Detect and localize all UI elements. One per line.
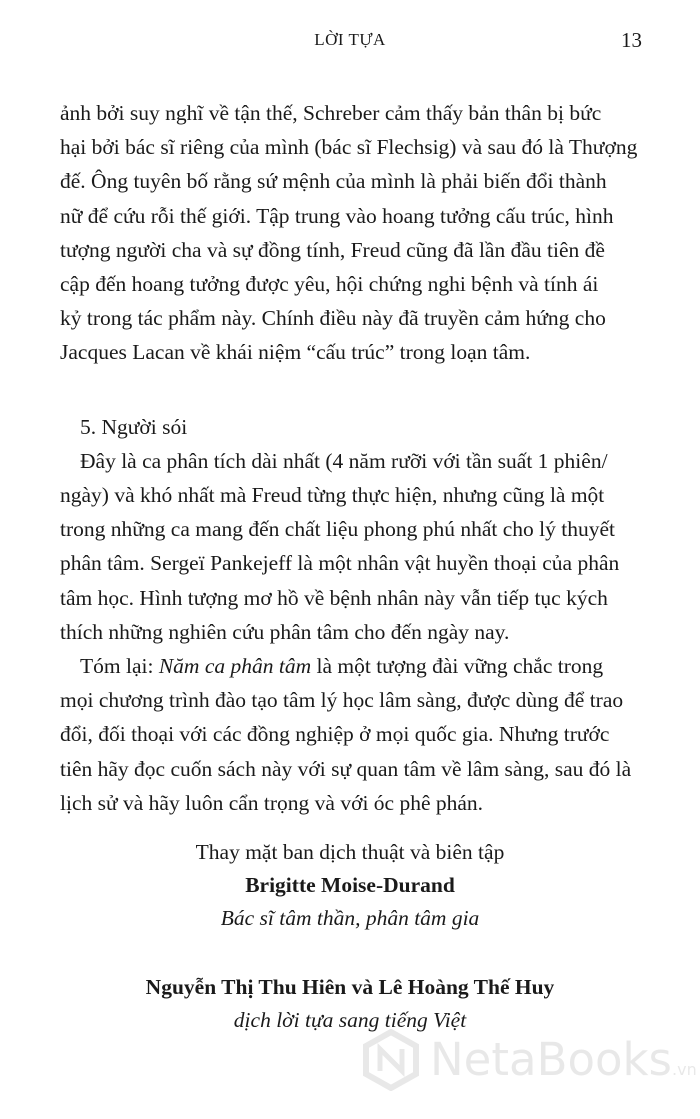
translator-names: Nguyễn Thị Thu Hiên và Lê Hoàng Thế Huy: [145, 975, 555, 999]
text-line: [60, 649, 650, 683]
section-wolfman: [60, 410, 650, 649]
text-line: đổi, đối thoại với các đồng nghiệp ở mọi quốc gia. Nhưng trước: [60, 722, 610, 747]
signature-block: [0, 836, 700, 1037]
on-behalf-line: Thay mặt ban dịch thuật và biên tập: [195, 840, 505, 864]
signatory-name: Brigitte Moise-Durand: [245, 873, 455, 897]
paragraph-summary: [60, 649, 650, 820]
text-line: cập đến hoang tưởng được yêu, hội chứng nghi bệnh và tính ái: [60, 272, 599, 297]
text-line: tâm học. Hình tượng mơ hồ về bệnh nhân này vẫn tiếp tục kých: [60, 585, 608, 610]
text-line: Đây là ca phân tích dài nhất (4 năm rưỡi với tần suất 1 phiên/: [80, 448, 608, 473]
paragraph-schreber: [60, 96, 650, 370]
text-line: tượng người cha và sự đồng tính, Freud cũng đã lần đầu tiên đề: [60, 237, 605, 262]
watermark: [360, 1025, 695, 1105]
signatory-role: Bác sĩ tâm thần, phân tâm gia: [220, 906, 480, 930]
text-line: phân tâm. Sergeï Pankejeff là một nhân vật huyền thoại của phân: [60, 551, 620, 576]
translator-role: dịch lời tựa sang tiếng Việt: [233, 1008, 467, 1032]
section-heading: 5. Người sói: [80, 414, 188, 439]
signature-gap: [0, 935, 700, 971]
text-line: tiên hãy đọc cuốn sách này với sự quan tâm về lâm sàng, sau đó là: [60, 756, 632, 781]
book-title: Năm ca phân tâm: [158, 654, 312, 679]
text-line: trong những ca mang đến chất liệu phong phú nhất cho lý thuyết: [60, 517, 616, 542]
watermark-text: [430, 1033, 697, 1086]
text-line: ngày) và khó nhất mà Freud từng thực hiện, nhưng cũng là một: [60, 483, 605, 508]
text-line: đế. Ông tuyên bố rằng sứ mệnh của mình là phải biến đổi thành: [60, 169, 607, 194]
text-line: ảnh bởi suy nghĩ về tận thế, Schreber cảm thấy bản thân bị bức: [60, 101, 602, 125]
body-text: [60, 96, 650, 820]
text-line: kỷ trong tác phẩm này. Chính điều này đã truyền cảm hứng cho: [60, 306, 606, 331]
page-number: 13: [621, 28, 642, 52]
running-header: [0, 30, 700, 60]
summary-lead: Tóm lại:: [80, 654, 159, 679]
watermark-suffix: .vn: [672, 1060, 697, 1079]
text-line: thích những nghiên cứu phân tâm cho đến ngày nay.: [60, 619, 510, 644]
netabooks-logo-icon: [360, 1029, 422, 1091]
text-line: lịch sử và hãy luôn cẩn trọng và với óc phê phán.: [60, 790, 484, 815]
paragraph-gap: [60, 370, 650, 410]
watermark-brand: NetaBooks: [430, 1033, 673, 1086]
text-line: Jacques Lacan về khái niệm “cấu trúc” trong loạn tâm.: [60, 340, 531, 365]
summary-rest: là một tượng đài vững chắc trong: [311, 654, 604, 679]
text-line: hại bởi bác sĩ riêng của mình (bác sĩ Flechsig) và sau đó là Thượng: [60, 135, 638, 160]
running-title: LỜI TỰA: [314, 30, 386, 49]
text-line: nữ để cứu rỗi thế giới. Tập trung vào hoang tưởng cấu trúc, hình: [60, 203, 614, 228]
text-line: mọi chương trình đào tạo tâm lý học lâm sàng, được dùng để trao: [60, 688, 624, 713]
